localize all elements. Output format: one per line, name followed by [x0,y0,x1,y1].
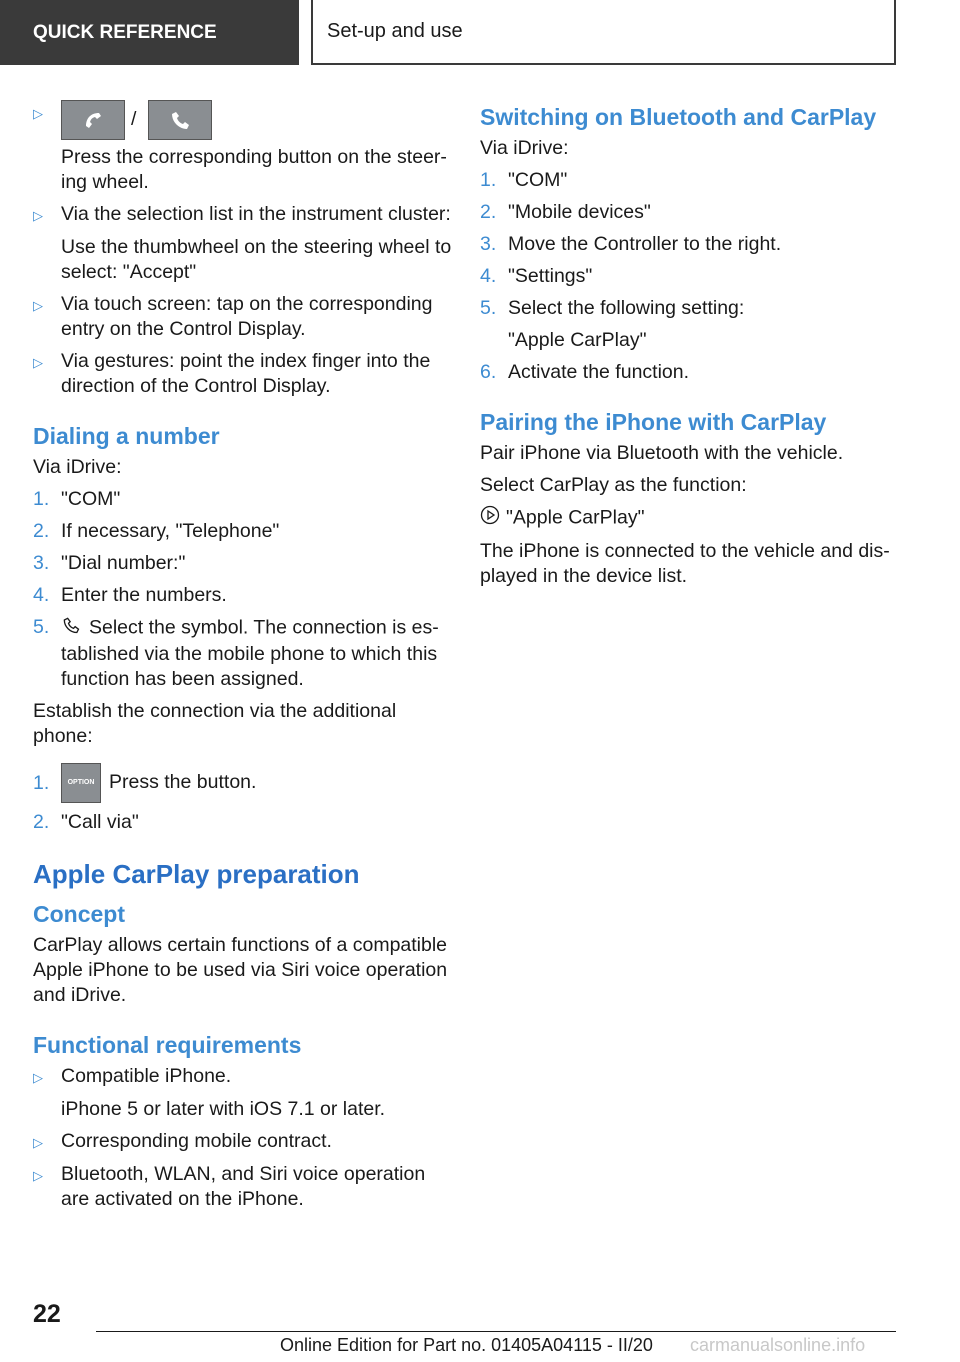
bullet-item [33,292,453,342]
pair-text-2: Select CarPlay as the function: [480,474,747,496]
bullet-sub-text: iPhone 5 or later with iOS 7.1 or later. [61,1098,386,1120]
switch-via: Via iDrive: [480,137,569,159]
pairing-heading: Pairing the iPhone with CarPlay [480,409,827,435]
bullet-item [33,349,453,399]
bullet-sub-text: Press the corresponding button on the steer-ing wheel. [61,146,447,193]
pair-option: "Apple CarPlay" [480,505,900,532]
footer-edition: Online Edition for Part no. 01405A04115 - II/20 [280,1335,653,1355]
header-tab [0,0,299,65]
list-item: 2. If necessary, "Telephone" [33,520,280,542]
bullet-item [33,202,453,228]
pair-text-3: The iPhone is connected to the vehicle and dis-played in the device list. [480,540,890,587]
slash: / [131,108,137,131]
triangle-bullet-icon: ▷ [33,298,43,313]
watermark: carmanualsonline.info [690,1335,866,1355]
triangle-bullet-icon: ▷ [33,208,43,223]
option-button-icon: OPTION [61,763,101,803]
concept-heading: Concept [33,901,125,927]
carplay-heading: Apple CarPlay preparation [33,859,360,889]
header-section-label: Set-up and use [327,20,463,42]
triangle-bullet-icon: ▷ [33,1070,43,1085]
list-item: 6. Activate the function. [480,361,690,383]
list-item: 4. Enter the numbers. [33,584,227,606]
list-item: 5. Select the symbol. The connection is es-tablished via the mobile phone to which this function has been assigned. [33,616,439,690]
requirements-heading: Functional requirements [33,1032,302,1058]
list-item: 1. "COM" [33,488,121,510]
bullet-text: Via touch screen: tap on the corresponding entry on the Control Display. [61,293,433,340]
page-number: 22 [33,1300,61,1328]
dial-via: Via iDrive: [33,456,122,478]
right-column [480,100,900,596]
bullet-item [33,100,453,140]
list-item: 3. Move the Controller to the right. [480,233,782,255]
bullet-item: ▷ Corresponding mobile contract. [33,1129,453,1155]
pair-text-1: Pair iPhone via Bluetooth with the vehicle. [480,442,844,464]
concept-text: CarPlay allows certain functions of a compatible Apple iPhone to be used via Siri voice operation and iDrive. [33,934,448,1006]
phone-accept-button-icon [61,100,125,140]
phone-end-button-icon [148,100,212,140]
switching-heading: Switching on Bluetooth and CarPlay [480,104,877,130]
play-circle-icon [480,505,500,532]
bullet-item: ▷ Compatible iPhone. [33,1064,453,1090]
triangle-bullet-icon: ▷ [33,106,43,121]
list-item: 5. Select the following setting: [480,297,745,319]
step-sub-text: "Apple CarPlay" [508,329,647,351]
list-item: 1. "COM" [480,169,568,191]
footer-divider [96,1331,896,1332]
bullet-item: ▷ Bluetooth, WLAN, and Siri voice operation are activated on the iPhone. [33,1163,426,1210]
triangle-bullet-icon: ▷ [33,355,43,370]
header-tab-label: QUICK REFERENCE [33,22,217,43]
triangle-bullet-icon: ▷ [33,1168,43,1183]
bullet-text: Via gestures: point the index finger into the direction of the Control Display. [61,350,431,397]
list-item: 4. "Settings" [480,265,593,287]
list-item: 1. OPTION Press the button. [33,763,453,803]
header-section [311,0,896,65]
triangle-bullet-icon: ▷ [33,1135,43,1150]
establish-text: Establish the connection via the additional phone: [33,700,397,747]
bullet-sub-text: Use the thumbwheel on the steering wheel to select: "Accept" [61,236,452,283]
dialing-heading: Dialing a number [33,423,220,449]
phone-icon [61,615,81,642]
left-column [33,100,453,1219]
list-item: 2. "Mobile devices" [480,201,651,223]
list-item: 2. "Call via" [33,811,139,833]
list-item: 3. "Dial number:" [33,552,186,574]
bullet-text: Via the selection list in the instrument cluster: [61,203,451,225]
